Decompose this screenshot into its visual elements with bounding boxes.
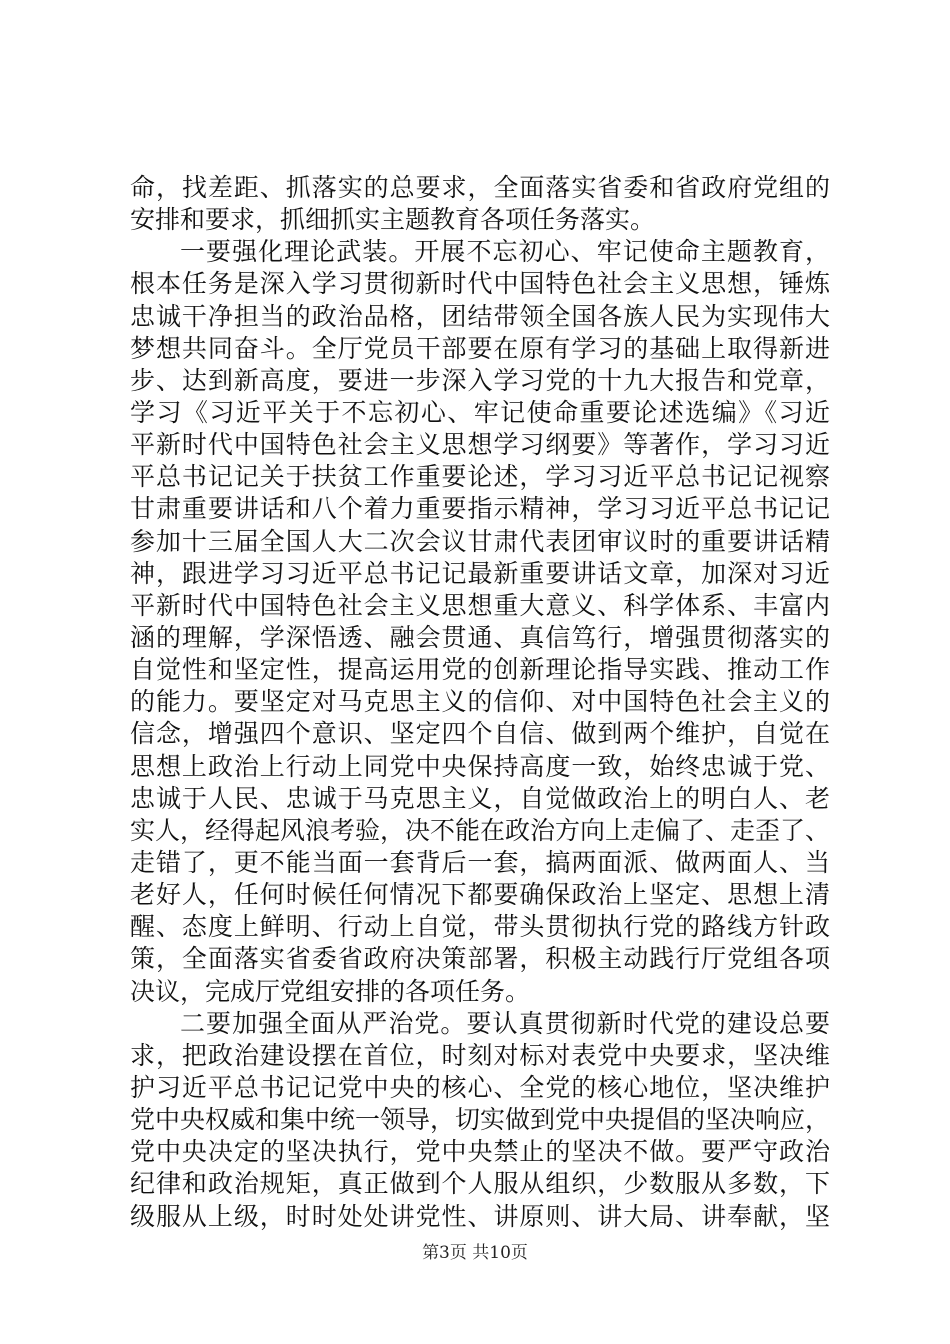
text-line: 涵的理解，学深悟透、融会贯通、真信笃行，增强贯彻落实的 xyxy=(130,622,830,652)
text-line: 神，跟进学习习近平总书记记最新重要讲话文章，加深对习近 xyxy=(130,558,830,588)
text-line: 老好人，任何时候任何情况下都要确保政治上坚定、思想上清 xyxy=(130,880,830,910)
text-line: 安排和要求，抓细抓实主题教育各项任务落实。 xyxy=(130,205,656,235)
text-line: 纪律和政治规矩，真正做到个人服从组织，少数服从多数，下 xyxy=(130,1169,830,1199)
text-line: 护习近平总书记记党中央的核心、全党的核心地位，坚决维护 xyxy=(130,1072,830,1102)
text-line: 自觉性和坚定性，提高运用党的创新理论指导实践、推动工作 xyxy=(130,655,830,685)
text-line: 党中央决定的坚决执行，党中央禁止的坚决不做。要严守政治 xyxy=(130,1137,830,1167)
text-line: 级服从上级，时时处处讲党性、讲原则、讲大局、讲奉献，坚 xyxy=(130,1201,830,1231)
text-line: 求，把政治建设摆在首位，时刻对标对表党中央要求，坚决维 xyxy=(130,1040,830,1070)
text-line: 参加十三届全国人大二次会议甘肃代表团审议时的重要讲话精 xyxy=(130,526,830,556)
text-line: 一要强化理论武装。开展不忘初心、牢记使命主题教育， xyxy=(180,237,830,267)
text-line: 梦想共同奋斗。全厅党员干部要在原有学习的基础上取得新进 xyxy=(130,333,830,363)
text-line: 党中央权威和集中统一领导，切实做到党中央提倡的坚决响应， xyxy=(130,1105,831,1135)
text-line: 平新时代中国特色社会主义思想学习纲要》等著作，学习习近 xyxy=(130,430,830,460)
text-line: 二要加强全面从严治党。要认真贯彻新时代党的建设总要 xyxy=(180,1008,830,1038)
page-footer: 第3页 共10页 xyxy=(422,1243,528,1263)
text-line: 甘肃重要讲话和八个着力重要指示精神，学习习近平总书记记 xyxy=(130,494,830,524)
text-line: 根本任务是深入学习贯彻新时代中国特色社会主义思想，锤炼 xyxy=(130,269,830,299)
text-line: 醒、态度上鲜明、行动上自觉，带头贯彻执行党的路线方针政 xyxy=(130,912,830,942)
text-line: 忠诚干净担当的政治品格，团结带领全国各族人民为实现伟大 xyxy=(130,301,830,331)
text-line: 的能力。要坚定对马克思主义的信仰、对中国特色社会主义的 xyxy=(130,687,830,717)
text-line: 决议，完成厅党组安排的各项任务。 xyxy=(130,976,531,1006)
text-line: 平新时代中国特色社会主义思想重大意义、科学体系、丰富内 xyxy=(130,590,830,620)
text-line: 走错了，更不能当面一套背后一套，搞两面派、做两面人、当 xyxy=(130,847,830,877)
text-line: 忠诚于人民、忠诚于马克思主义，自觉做政治上的明白人、老 xyxy=(130,783,830,813)
text-line: 思想上政治上行动上同党中央保持高度一致，始终忠诚于党、 xyxy=(130,751,830,781)
text-line: 策，全面落实省委省政府决策部署，积极主动践行厅党组各项 xyxy=(130,944,830,974)
text-line: 平总书记记关于扶贫工作重要论述，学习习近平总书记记视察 xyxy=(130,462,830,492)
body-text xyxy=(130,172,830,1233)
text-line: 学习《习近平关于不忘初心、牢记使命重要论述选编》《习近 xyxy=(130,397,830,427)
text-line: 步、达到新高度，要进一步深入学习党的十九大报告和党章， xyxy=(130,365,830,395)
text-line: 命，找差距、抓落实的总要求，全面落实省委和省政府党组的 xyxy=(130,173,830,202)
text-line: 实人，经得起风浪考验，决不能在政治方向上走偏了、走歪了、 xyxy=(130,815,831,845)
text-line: 信念，增强四个意识、坚定四个自信、做到两个维护，自觉在 xyxy=(130,719,830,749)
